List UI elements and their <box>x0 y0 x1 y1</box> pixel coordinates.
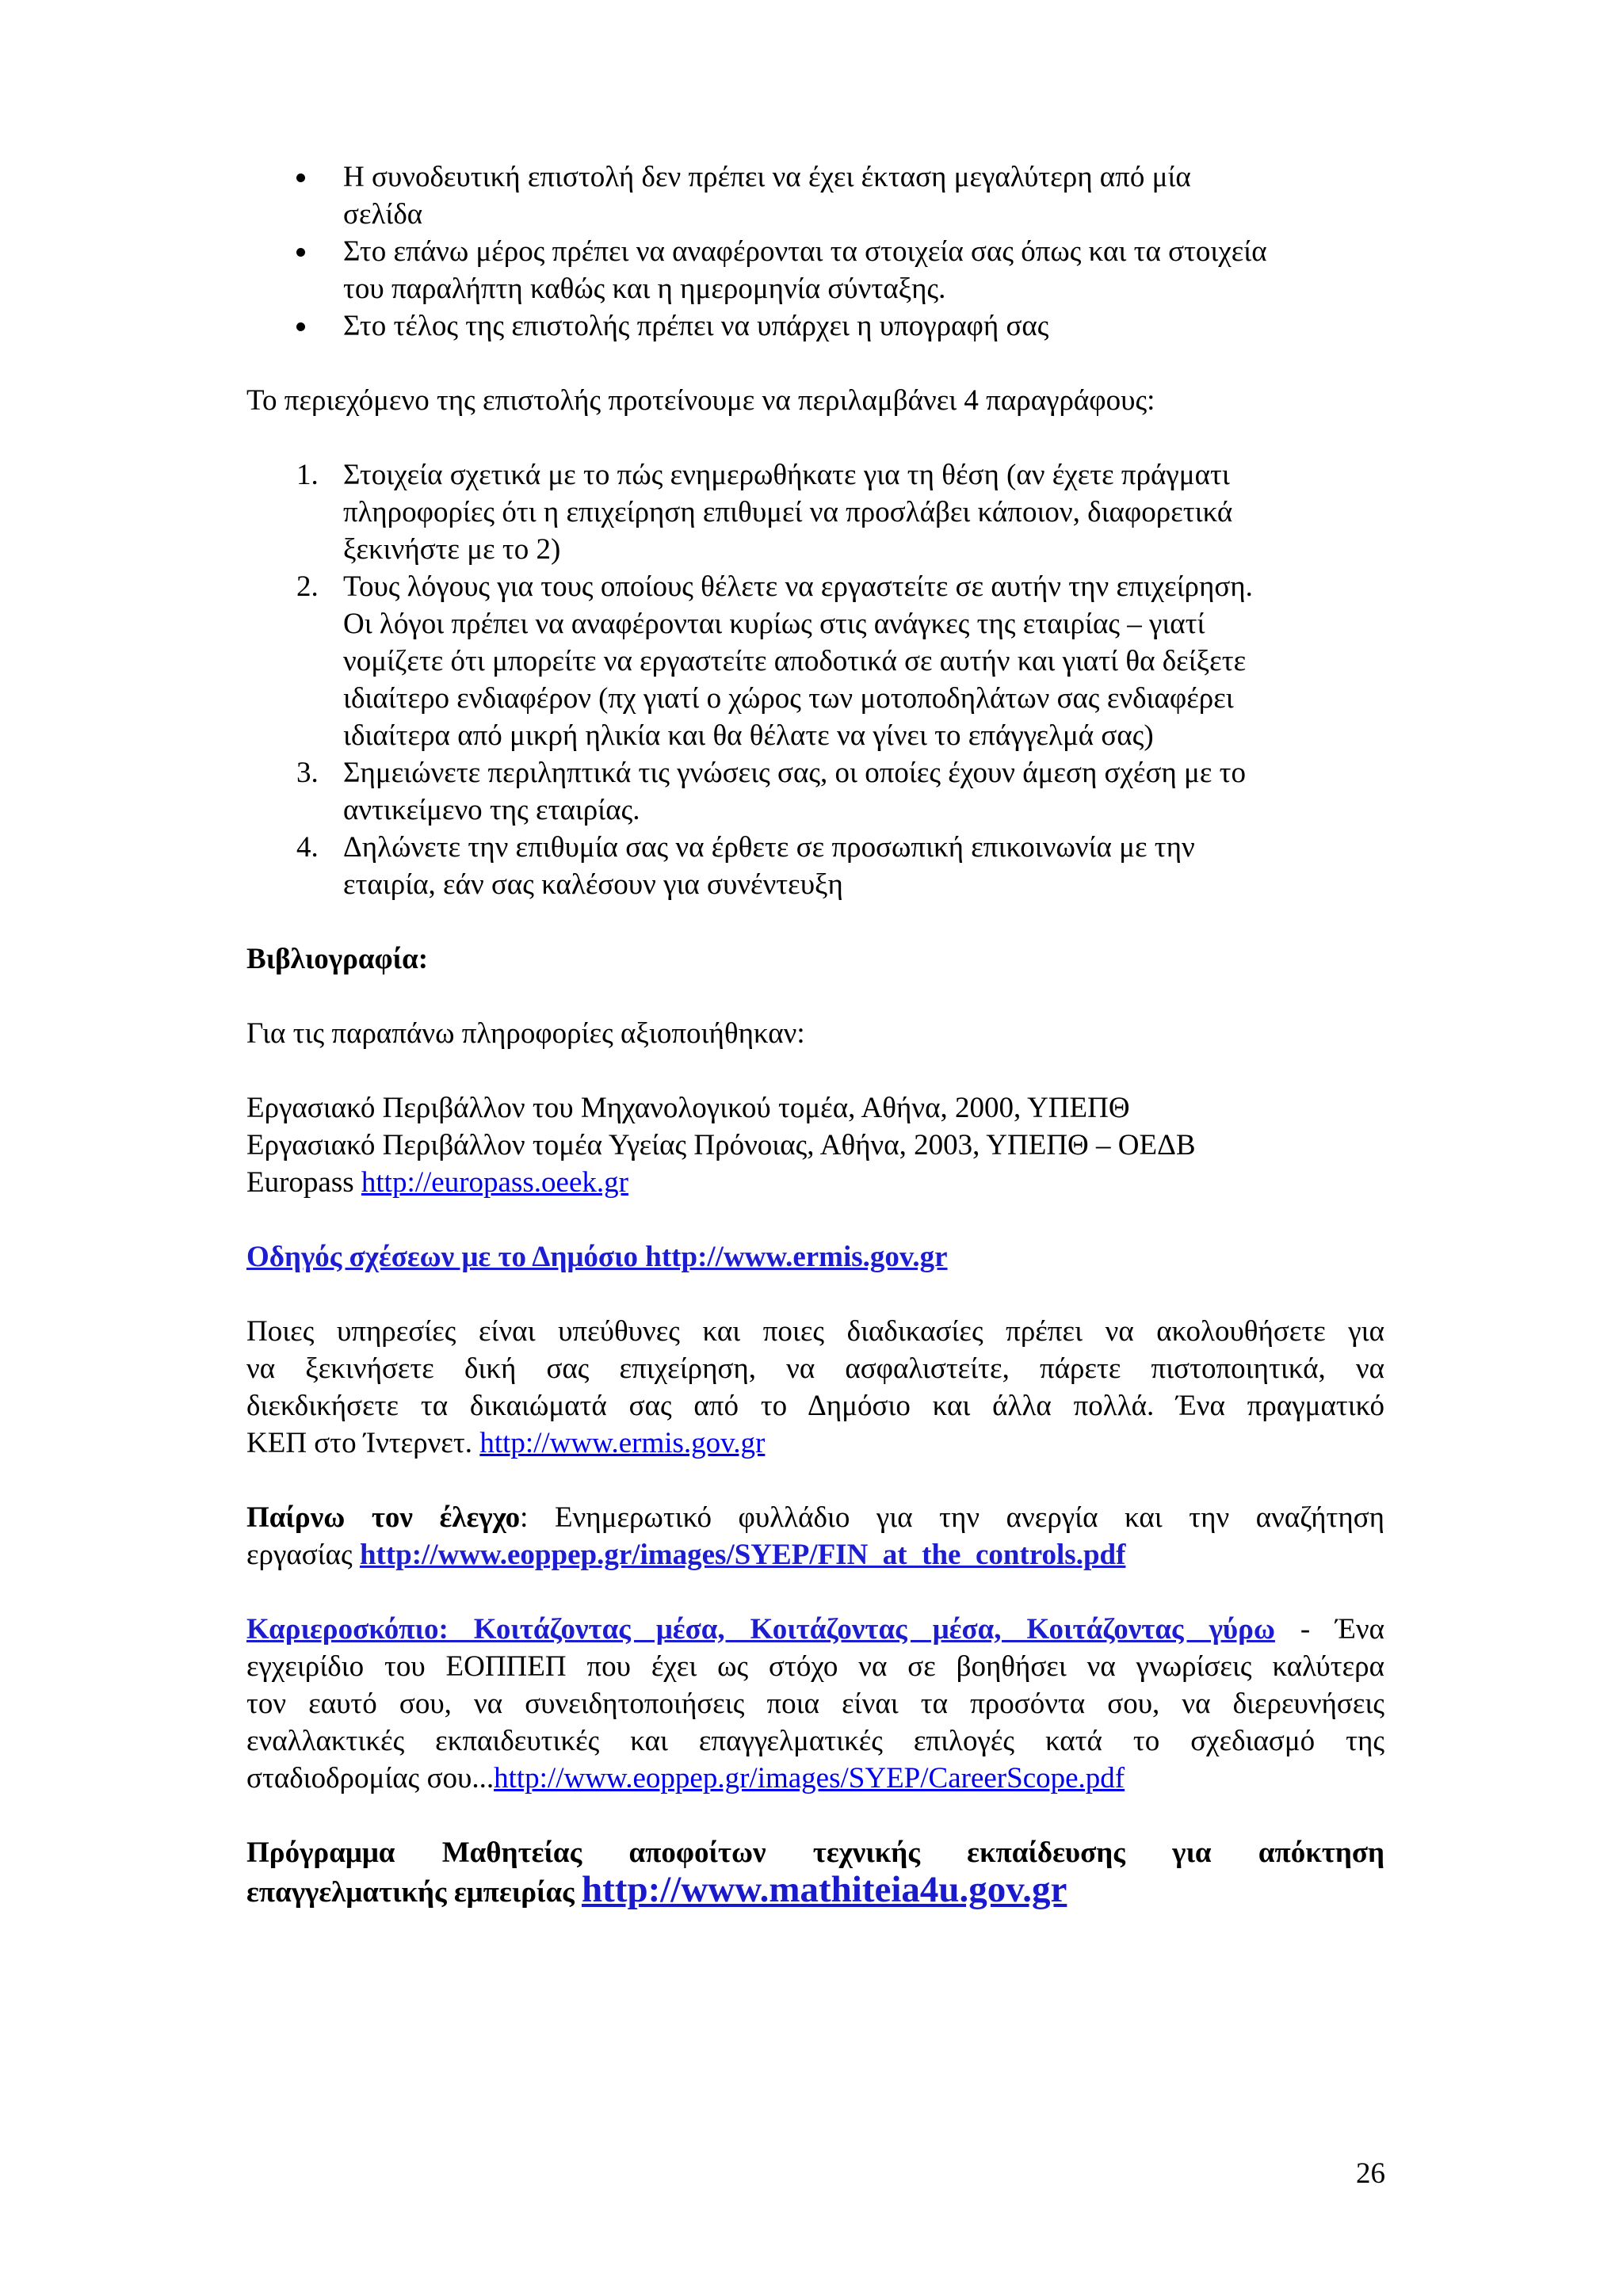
list-number: 1. <box>296 459 319 491</box>
list-line: ιδιαίτερα από μικρή ηλικία και θα θέλατε να γίνει το επάγγελμά σας) <box>343 719 1154 752</box>
list-number: 2. <box>296 570 319 603</box>
controls-pdf-link[interactable]: http://www.eoppep.gr/images/SYEP/FIN_at_the_controls.pdf <box>359 1539 1126 1571</box>
text-line: τον εαυτό σου, να συνειδητοποιήσεις ποια είναι τα προσόντα σου, να διερευνήσεις <box>246 1688 1384 1720</box>
text-line <box>246 1536 1384 1573</box>
list-line: πληροφορίες ότι η επιχείρηση επιθυμεί να προσλάβει κάποιον, διαφορετικά <box>343 496 1233 528</box>
text-line <box>246 1611 1384 1648</box>
text-line: διεκδικήσετε τα δικαιώματά σας από το Δημόσιο και άλλα πολλά. Ένα πραγματικό <box>246 1390 1384 1422</box>
ermis-title <box>246 1238 1384 1276</box>
text-line: εγχειρίδιο του ΕΟΠΠΕΠ που έχει ως στόχο να σε βοηθήσει να γνωρίσεις καλύτερα <box>246 1650 1384 1683</box>
text-line: εναλλακτικές εκπαιδευτικές και επαγγελματικές επιλογές κατά το σχεδιασμό της <box>246 1725 1384 1757</box>
text-fragment: : Ενημερωτικό φυλλάδιο για την ανεργία και την αναζήτηση <box>520 1501 1384 1534</box>
text-fragment: επαγγελματικής εμπειρίας <box>246 1876 575 1909</box>
list-line: Δηλώνετε την επιθυμία σας να έρθετε σε προσωπική επικοινωνία με την <box>343 831 1195 864</box>
list-line: αντικείμενο της εταιρίας. <box>343 794 640 826</box>
list-line: νομίζετε ότι μπορείτε να εργαστείτε αποδοτικά σε αυτήν και γιατί θα δείξετε <box>343 645 1247 677</box>
bullet-icon <box>296 174 305 182</box>
text-line <box>246 1425 1384 1462</box>
text-fragment: σταδιοδρομίας σου... <box>246 1762 495 1794</box>
text-line <box>246 1499 1384 1536</box>
bullet-icon <box>296 322 305 331</box>
list-line: Τους λόγους για τους οποίους θέλετε να εργαστείτε σε αυτήν την επιχείρηση. <box>343 570 1253 603</box>
list-item <box>246 456 1384 568</box>
page-number: 26 <box>1356 2157 1385 2190</box>
ermis-link[interactable]: http://www.ermis.gov.gr <box>479 1427 766 1459</box>
numbered-list <box>246 456 1384 903</box>
bullet-list <box>246 158 1384 345</box>
bullet-icon <box>296 248 305 257</box>
bullet-text-continued: σελίδα <box>343 198 423 231</box>
text-line <box>246 1871 1384 1911</box>
page-content <box>246 158 1384 1911</box>
list-line: Οι λόγοι πρέπει να αναφέρονται κυρίως στις ανάγκες της εταιρίας – γιατί <box>343 608 1205 640</box>
text-line: Πρόγραμμα Μαθητείας αποφοίτων τεχνικής εκπαίδευσης για απόκτηση <box>246 1836 1384 1869</box>
careerscope-paragraph <box>246 1611 1384 1797</box>
list-number: 3. <box>296 757 319 789</box>
list-line: ξεκινήστε με το 2) <box>343 533 561 566</box>
bullet-text: Η συνοδευτική επιστολή δεν πρέπει να έχει έκταση μεγαλύτερη από μία <box>343 161 1191 193</box>
bibliography-intro: Για τις παραπάνω πληροφορίες αξιοποιήθηκαν: <box>246 1017 805 1050</box>
list-number: 4. <box>296 831 319 864</box>
careerscope-pdf-link[interactable]: http://www.eoppep.gr/images/SYEP/CareerScope.pdf <box>494 1762 1125 1794</box>
reference-label: Europass <box>246 1166 354 1199</box>
text-line: Ποιες υπηρεσίες είναι υπεύθυνες και ποιες διαδικασίες πρέπει να ακολουθήσετε για <box>246 1315 1384 1348</box>
bullet-text-continued: του παραλήπτη καθώς και η ημερομηνία σύνταξης. <box>343 273 946 305</box>
ermis-description <box>246 1313 1384 1462</box>
ermis-guide-link[interactable]: Οδηγός σχέσεων με το Δημόσιο http://www.ermis.gov.gr <box>246 1241 948 1273</box>
intro-paragraph: Το περιεχόμενο της επιστολής προτείνουμε να περιλαμβάνει 4 παραγράφους: <box>246 384 1155 417</box>
list-item <box>246 754 1384 829</box>
text-fragment: ΚΕΠ στο Ίντερνετ. <box>246 1427 473 1459</box>
list-line: Στοιχεία σχετικά με το πώς ενημερωθήκατε για τη θέση (αν έχετε πράγματι <box>343 459 1230 491</box>
bibliography-reference: Εργασιακό Περιβάλλον του Μηχανολογικού τομέα, Αθήνα, 2000, ΥΠΕΠΘ <box>246 1092 1130 1124</box>
list-item <box>246 829 1384 903</box>
bibliography-heading: Βιβλιογραφία: <box>246 943 429 975</box>
text-fragment: - Ένα <box>1274 1613 1384 1646</box>
europass-link[interactable]: http://europass.oeek.gr <box>361 1166 628 1199</box>
apprenticeship-paragraph <box>246 1834 1384 1911</box>
bullet-text: Στο τέλος της επιστολής πρέπει να υπάρχει η υπογραφή σας <box>343 310 1049 342</box>
text-fragment: εργασίας <box>246 1539 353 1571</box>
list-item <box>246 158 1384 233</box>
text-line: να ξεκινήσετε δική σας επιχείρηση, να ασφαλιστείτε, πάρετε πιστοποιητικά, να <box>246 1352 1384 1385</box>
bibliography-reference <box>246 1164 1384 1201</box>
text-line <box>246 1760 1384 1797</box>
list-line: εταιρία, εάν σας καλέσουν για συνέντευξη <box>343 868 843 901</box>
list-item <box>246 307 1384 345</box>
bullet-text: Στο επάνω μέρος πρέπει να αναφέρονται τα στοιχεία σας όπως και τα στοιχεία <box>343 235 1267 268</box>
list-item <box>246 233 1384 307</box>
bibliography-reference: Εργασιακό Περιβάλλον τομέα Υγείας Πρόνοιας, Αθήνα, 2003, ΥΠΕΠΘ – ΟΕΔΒ <box>246 1129 1196 1161</box>
list-item <box>246 568 1384 754</box>
list-line: ιδιαίτερο ενδιαφέρον (πχ γιατί ο χώρος των μοτοποδηλάτων σας ενδιαφέρει <box>343 682 1234 715</box>
controls-paragraph <box>246 1499 1384 1573</box>
controls-label: Παίρνω τον έλεγχο <box>246 1501 521 1534</box>
careerscope-title-link[interactable]: Καριεροσκόπιο: Κοιτάζοντας μέσα, Κοιτάζοντας μέσα, Κοιτάζοντας γύρω <box>246 1613 1275 1646</box>
apprenticeship-link[interactable]: http://www.mathiteia4u.gov.gr <box>582 1869 1067 1910</box>
list-line: Σημειώνετε περιληπτικά τις γνώσεις σας, οι οποίες έχουν άμεση σχέση με το <box>343 757 1246 789</box>
